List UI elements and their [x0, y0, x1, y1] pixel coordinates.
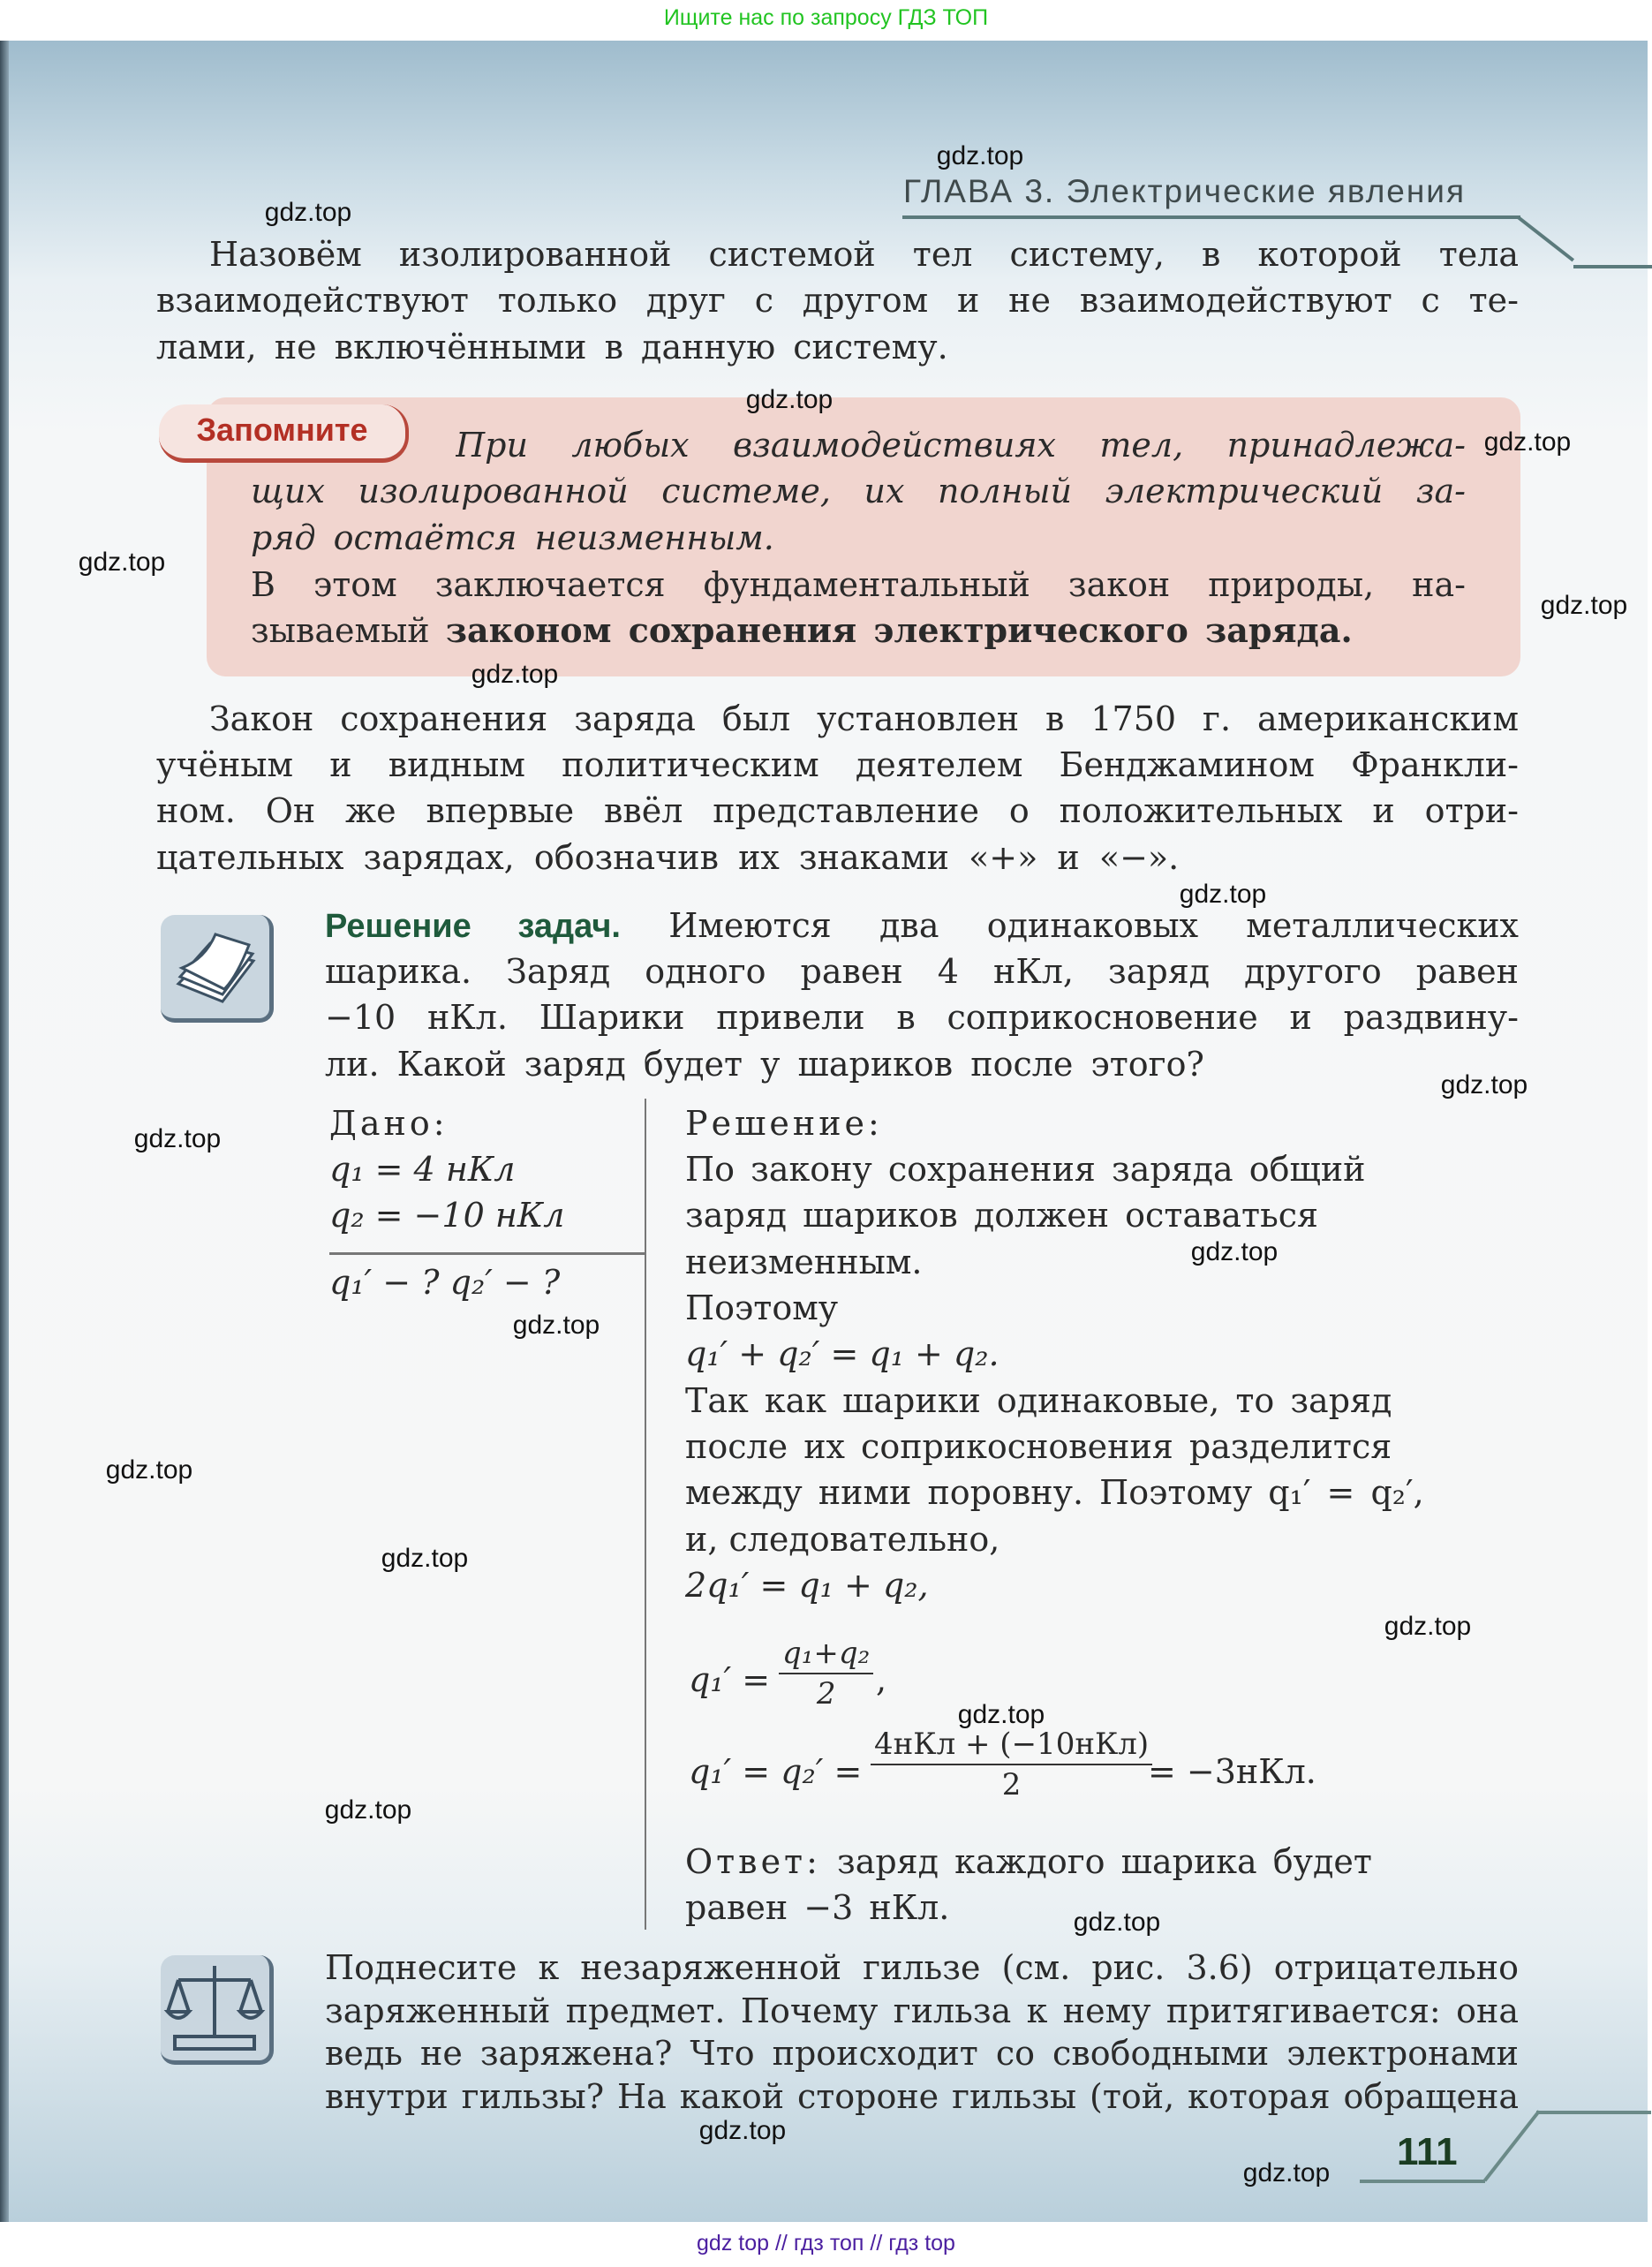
watermark: gdz.top	[1179, 880, 1267, 909]
history-line: цательных зарядах, обозначив их знаками «+» и «−».	[156, 838, 1180, 877]
chapter-title: ГЛАВА 3. Электрические явления	[903, 173, 1467, 209]
answer-label: Ответ:	[685, 1842, 821, 1881]
watermark: gdz.top	[1190, 1237, 1279, 1266]
intro-line: Назовём изолированной системой тел систему, в которой тела	[209, 235, 1519, 274]
task-line	[325, 903, 1519, 948]
solution-line: заряд шариков должен оставаться	[685, 1196, 1319, 1235]
history-line: учёным и видным политическим деятелем Бенджамином Франкли-	[156, 745, 1519, 784]
given-q1: q₁ = 4 нКл	[329, 1150, 516, 1189]
solution-line: между ними поровну. Поэтому q₁′ = q₂′,	[685, 1473, 1424, 1512]
task-line: шарика. Заряд одного равен 4 нКл, заряд другого равен	[325, 952, 1519, 991]
footer-links: gdz top // гдз топ // гдз top	[697, 2231, 955, 2256]
page-number: 111	[1397, 2130, 1458, 2173]
scales-icon	[161, 1955, 274, 2065]
watermark: gdz.top	[264, 198, 352, 227]
watermark: gdz.top	[1540, 591, 1628, 620]
solution-line: неизменным.	[685, 1243, 923, 1281]
remember-line-prefix: зываемый	[251, 611, 446, 650]
solution-formula: 2q₁′ = q₁ + q₂,	[685, 1566, 929, 1605]
task-text: Имеются два одинаковых металлических	[620, 906, 1519, 945]
page-number-rule	[1360, 2180, 1485, 2183]
task-heading: Решение задач.	[325, 908, 621, 945]
formula2-denominator: 2	[1001, 1767, 1022, 1802]
history-line: Закон сохранения заряда был установлен в 1750 г. американским	[209, 699, 1519, 738]
given-find: q₁′ − ? q₂′ − ?	[329, 1263, 561, 1302]
formula1-denominator: 2	[816, 1676, 836, 1712]
watermark: gdz.top	[471, 660, 559, 689]
watermark: gdz.top	[1073, 1908, 1161, 1937]
watermark: gdz.top	[1483, 427, 1572, 457]
column-divider	[645, 1099, 646, 1930]
task-line: −10 нКл. Шарики привели в соприкосновение и раздвину-	[325, 998, 1519, 1037]
papers-icon	[161, 915, 274, 1023]
watermark: gdz.top	[936, 141, 1024, 170]
remember-label: Запомните	[159, 404, 409, 463]
remember-italic-line: щих изолированной системе, их полный электрический за-	[251, 472, 1466, 510]
answer-line	[685, 1839, 1372, 1885]
formula2-lhs: q₁′ = q₂′ =	[689, 1752, 863, 1791]
solution-title: Решение:	[685, 1104, 883, 1143]
watermark: gdz.top	[324, 1795, 412, 1825]
search-banner: Ищите нас по запросу ГДЗ ТОП	[663, 5, 989, 30]
solution-line: после их соприкосновения разделится	[685, 1427, 1392, 1466]
intro-line: лами, не включёнными в данную систему.	[156, 328, 948, 366]
solution-line: и, следовательно,	[685, 1520, 1000, 1559]
watermark: gdz.top	[957, 1700, 1045, 1729]
watermark: gdz.top	[1242, 2158, 1331, 2188]
formula1-lhs: q₁′ =	[689, 1660, 771, 1699]
formula2-numerator: 4нКл + (−10нКл)	[871, 1725, 1152, 1765]
remember-italic-line: При любых взаимодействиях тел, принадлежа-	[456, 426, 1466, 465]
watermark: gdz.top	[512, 1311, 600, 1340]
answer-line: равен −3 нКл.	[685, 1888, 950, 1927]
intro-line: взаимодействуют только друг с другом и не взаимодействуют с те-	[156, 281, 1519, 320]
page-spine	[0, 41, 9, 2222]
law-name: законом сохранения электрического заряда.	[445, 610, 1353, 650]
remember-italic-line: ряд остаётся неизменным.	[251, 518, 774, 557]
question-line: Поднесите к незаряженной гильзе (см. рис. 3.6) отрицательно	[325, 1948, 1519, 1987]
solution-line: Так как шарики одинаковые, то заряд	[685, 1381, 1392, 1420]
question-line: ведь не заряжена? Что происходит со свободными электронами	[325, 2034, 1519, 2073]
chapter-rule-end	[1573, 265, 1652, 268]
formula1-fraction	[779, 1634, 873, 1713]
watermark: gdz.top	[133, 1124, 222, 1153]
task-line: ли. Какой заряд будет у шариков после этого?	[325, 1045, 1204, 1084]
watermark: gdz.top	[698, 2116, 787, 2145]
watermark: gdz.top	[1384, 1612, 1472, 1641]
watermark: gdz.top	[381, 1544, 469, 1573]
formula1-tail: ,	[876, 1660, 887, 1699]
formula1-numerator: q₁+q₂	[779, 1634, 873, 1674]
question-line: заряженный предмет. Почему гильза к нему притягивается: она	[325, 1991, 1519, 2030]
given-title: Дано:	[329, 1104, 449, 1143]
solution-line: Поэтому	[685, 1288, 839, 1327]
watermark: gdz.top	[78, 548, 166, 577]
history-line: ном. Он же впервые ввёл представление о положительных и отри-	[156, 791, 1519, 830]
solution-formula: q₁′ + q₂′ = q₁ + q₂.	[685, 1334, 999, 1373]
page-number-rule-end	[1536, 2111, 1651, 2114]
watermark: gdz.top	[745, 385, 834, 414]
remember-line	[251, 608, 1353, 654]
question-line: внутри гильзы? На какой стороне гильзы (той, которая обращена	[325, 2077, 1519, 2116]
formula2-result: = −3нКл.	[1148, 1752, 1316, 1791]
chapter-rule	[902, 215, 1520, 219]
answer-text: заряд каждого шарика будет	[820, 1842, 1372, 1881]
given-divider	[329, 1252, 645, 1255]
watermark: gdz.top	[1440, 1070, 1528, 1099]
watermark: gdz.top	[105, 1455, 193, 1485]
remember-line: В этом заключается фундаментальный закон природы, на-	[251, 565, 1466, 604]
given-q2: q₂ = −10 нКл	[329, 1196, 565, 1235]
formula2-fraction	[871, 1725, 1152, 1804]
solution-line: По закону сохранения заряда общий	[685, 1150, 1366, 1189]
